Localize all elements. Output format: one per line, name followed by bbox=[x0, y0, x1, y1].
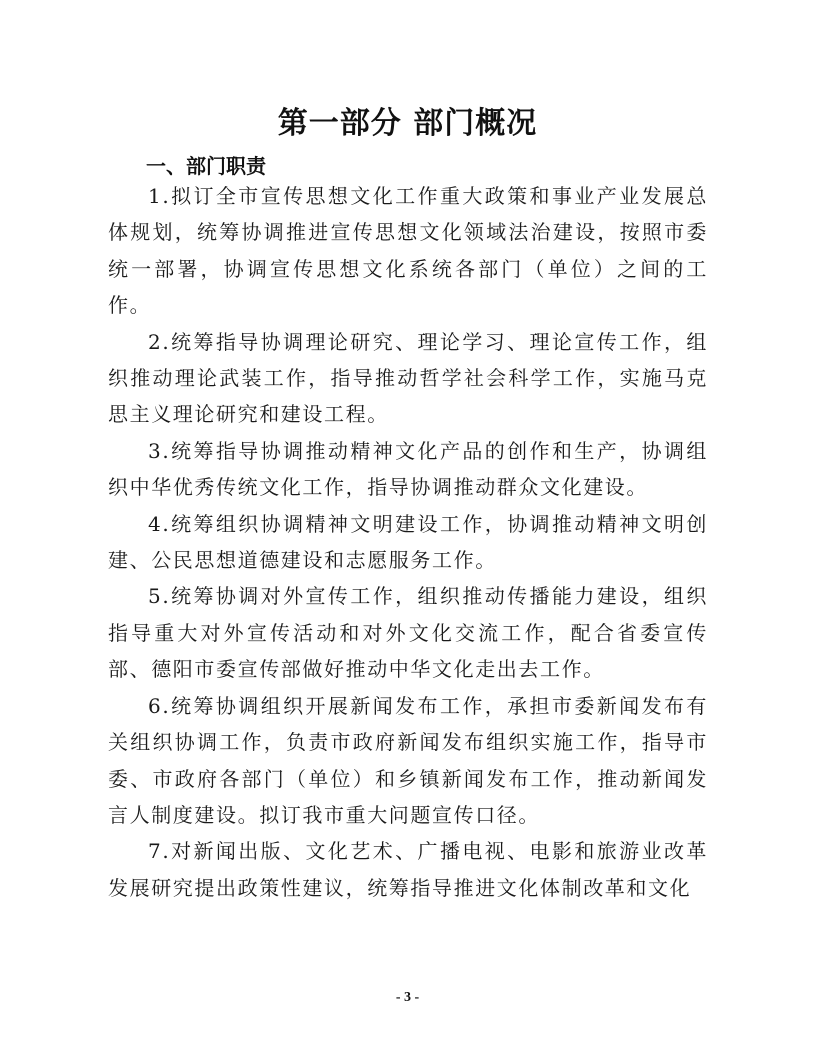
section-heading: 一、部门职责 bbox=[146, 154, 266, 178]
paragraph-4: 4.统筹组织协调精神文明建设工作，协调推动精神文明创建、公民思想道德建设和志愿服务工作。 bbox=[108, 511, 708, 573]
page-number: - 3 - bbox=[395, 990, 420, 1005]
paragraph-7: 7.对新闻出版、文化艺术、广播电视、电影和旅游业改革发展研究提出政策性建议，统筹指导推进文化体制改革和文化 bbox=[108, 839, 708, 900]
paragraph-1: 1.拟订全市宣传思想文化工作重大政策和事业产业发展总体规划，统筹协调推进宣传思想文化领域法治建设，按照市委统一部署，协调宣传思想文化系统各部门（单位）之间的工作。 bbox=[108, 184, 708, 318]
paragraph-6: 6.统筹协调组织开展新闻发布工作，承担市委新闻发布有关组织协调工作，负责市政府新闻发布组织实施工作，指导市委、市政府各部门（单位）和乡镇新闻发布工作，推动新闻发言人制度建设。拟订我市重大问题宣传口径。 bbox=[108, 693, 708, 827]
paragraph-3: 3.统筹指导协调推动精神文化产品的创作和生产，协调组织中华优秀传统文化工作，指导协调推动群众文化建设。 bbox=[108, 438, 708, 500]
page-title: 第一部分 部门概况 bbox=[277, 106, 538, 141]
paragraph-5: 5.统筹协调对外宣传工作，组织推动传播能力建设，组织指导重大对外宣传活动和对外文化交流工作，配合省委宣传部、德阳市委宣传部做好推动中华文化走出去工作。 bbox=[108, 584, 708, 682]
document-body bbox=[108, 178, 708, 906]
paragraph-2: 2.统筹指导协调理论研究、理论学习、理论宣传工作，组织推动理论武装工作，指导推动哲学社会科学工作，实施马克思主义理论研究和建设工程。 bbox=[108, 329, 708, 427]
